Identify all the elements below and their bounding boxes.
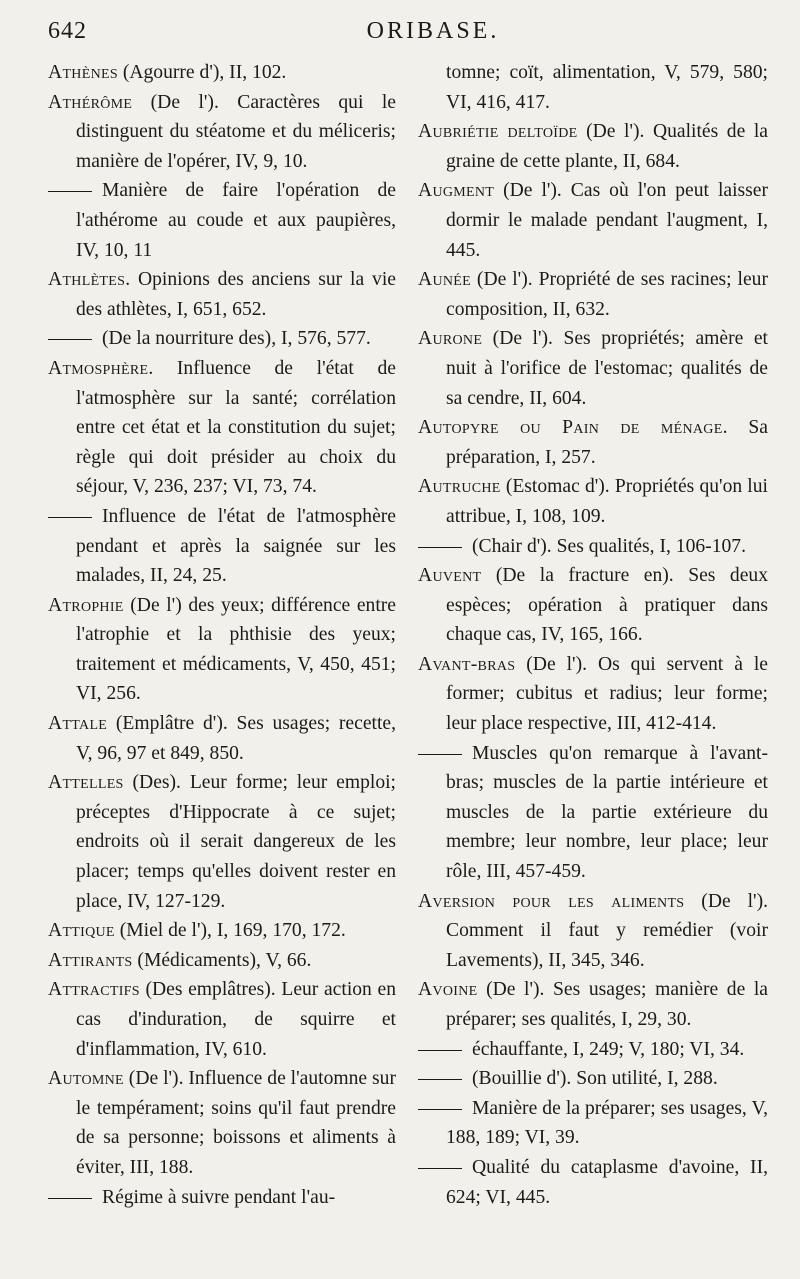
entry-text: (De l'). Cas où l'on peut laisser dormir le malade pendant l'augment, I, 445. xyxy=(446,180,768,261)
headword: Attirants xyxy=(48,949,133,971)
entry-text: (Estomac d'). Propriétés qu'on lui attribue, I, 108, 109. xyxy=(446,476,768,527)
index-entry xyxy=(418,561,768,650)
entry-text: Manière de faire l'opération de l'athérome au coude et aux paupières, IV, 10, 11 xyxy=(76,180,396,261)
entry-text: (De l'). Influence de l'automne sur le tempérament; soins qu'il faut prendre de sa personne; boissons et aliments à éviter, III, 188. xyxy=(76,1068,396,1178)
entry-text: Régime à suivre pendant l'au- xyxy=(102,1186,336,1208)
entry-text: (Médicaments), V, 66. xyxy=(132,949,312,971)
index-entry xyxy=(418,650,768,739)
headword: Automne xyxy=(48,1068,124,1090)
index-subentry xyxy=(418,1035,768,1065)
entry-text: . Sa préparation, I, 257. xyxy=(446,417,768,468)
entry-text: (De l'). Propriété de ses racines; leur composition, II, 632. xyxy=(446,269,768,320)
entry-text: (Des emplâtres). Leur action en cas d'induration, de squirre et d'inflammation, IV, 610. xyxy=(76,979,396,1060)
index-subentry xyxy=(418,1094,768,1153)
entry-text: Influence de l'état de l'atmosphère pendant et après la saignée sur les malades, II, 24, 25. xyxy=(76,505,396,587)
index-entry xyxy=(418,324,768,413)
entry-text: Muscles qu'on remarque à l'avant-bras; muscles de la partie intérieure et muscles de la partie extérieure du membre; leur nombre, leur place; leur rôle, III, 457-459. xyxy=(446,742,768,883)
entry-text: (Des). Leur forme; leur emploi; préceptes d'Hippocrate à ce sujet; endroits où il serait dangereux de les placer; temps qu'elles doivent rester en place, IV, 127-129. xyxy=(76,772,396,912)
entry-text: (Bouillie d'). Son utilité, I, 288. xyxy=(472,1068,718,1090)
index-entry xyxy=(48,591,396,709)
index-entry xyxy=(418,975,768,1034)
entry-text: Qualité du cataplasme d'avoine, II, 624; VI, 445. xyxy=(446,1156,768,1208)
repeat-dash xyxy=(418,1079,462,1080)
repeat-dash xyxy=(48,191,92,192)
headword: Aversion pour les aliments xyxy=(418,890,685,912)
headword: Athènes xyxy=(48,62,118,83)
index-entry xyxy=(48,768,396,916)
entry-text: . Opinions des anciens sur la vie des athlètes, I, 651, 652. xyxy=(76,269,396,320)
index-entry xyxy=(48,1064,396,1182)
index-entry xyxy=(48,946,396,976)
entry-text: tomne; coït, alimentation, V, 579, 580; VI, 416, 417. xyxy=(446,62,768,113)
index-subentry xyxy=(418,1064,768,1094)
index-subentry xyxy=(418,739,768,887)
index-subentry xyxy=(48,176,396,265)
index-entry xyxy=(418,117,768,176)
index-entry xyxy=(48,975,396,1064)
page-number: 642 xyxy=(48,18,87,44)
repeat-dash xyxy=(48,517,92,518)
entry-text: (Agourre d'), II, 102. xyxy=(117,62,287,83)
entry-text: (De l'). Caractères qui le distinguent du stéatome et du méliceris; manière de l'opérer, IV, 9, 10. xyxy=(76,91,396,172)
repeat-dash xyxy=(418,754,462,755)
repeat-dash xyxy=(418,1050,462,1051)
index-subentry xyxy=(418,532,768,562)
repeat-dash xyxy=(48,1198,92,1199)
headword: Attale xyxy=(48,713,108,735)
repeat-dash xyxy=(418,547,462,548)
headword: Aurone xyxy=(418,328,483,350)
index-entry-continuation xyxy=(418,58,768,117)
headword: Aubriétie deltoïde xyxy=(418,121,578,143)
left-column xyxy=(48,58,396,1212)
index-subentry xyxy=(48,502,396,591)
running-title: ORIBASE. xyxy=(366,18,500,44)
index-entry xyxy=(418,472,768,531)
index-entry xyxy=(48,916,396,946)
headword: Avoine xyxy=(418,979,478,1001)
index-subentry xyxy=(48,324,396,354)
headword: Atmosphère xyxy=(48,357,149,379)
entry-text: (Chair d'). Ses qualités, I, 106-107. xyxy=(472,535,746,557)
headword: Augment xyxy=(418,180,495,202)
entry-text: échauffante, I, 249; V, 180; VI, 34. xyxy=(472,1038,745,1060)
entry-text: (De l') des yeux; différence entre l'atrophie et la phthisie des yeux; traitement et médicaments, V, 450, 451; VI, 256. xyxy=(76,594,396,705)
headword: Avant-bras xyxy=(418,653,516,675)
page-header xyxy=(48,18,762,50)
entry-text: (De l'). Os qui servent à le former; cubitus et radius; leur forme; leur place respective, III, 412-414. xyxy=(446,653,768,735)
headword: Attractifs xyxy=(48,979,140,1001)
headword: Autopyre ou Pain de ménage xyxy=(418,417,723,439)
repeat-dash xyxy=(48,339,92,340)
headword: Attelles xyxy=(48,772,124,794)
entry-text: (De l'). Ses propriétés; amère et nuit à l'orifice de l'estomac; qualités de sa cendre, II, 604. xyxy=(446,328,768,409)
entry-text: (De l'). Qualités de la graine de cette plante, II, 684. xyxy=(446,121,768,172)
entry-text: . Influence de l'état de l'atmosphère sur la santé; corrélation entre cet état et la constitution du sujet; règle qui doit présider au choix du séjour, V, 236, 237; VI, 73, 74. xyxy=(76,357,396,498)
repeat-dash xyxy=(418,1109,462,1110)
headword: Auvent xyxy=(418,565,482,587)
right-column xyxy=(418,58,768,1212)
index-entry xyxy=(48,58,396,88)
index-entry xyxy=(418,265,768,324)
headword: Atrophie xyxy=(48,594,124,616)
headword: Athlètes xyxy=(48,269,126,291)
index-entry xyxy=(48,88,396,177)
entry-text: Manière de la préparer; ses usages, V, 188, 189; VI, 39. xyxy=(446,1097,768,1149)
entry-text: (De l'). Ses usages; manière de la préparer; ses qualités, I, 29, 30. xyxy=(446,979,768,1030)
entry-text: (De la nourriture des), I, 576, 577. xyxy=(102,328,371,350)
headword: Attique xyxy=(48,920,115,942)
index-entry xyxy=(48,354,396,502)
headword: Athérôme xyxy=(48,91,133,113)
entry-text: (Emplâtre d'). Ses usages; recette, V, 96, 97 et 849, 850. xyxy=(76,713,396,764)
headword: Autruche xyxy=(418,476,501,498)
index-entry xyxy=(418,887,768,976)
index-entry xyxy=(48,265,396,324)
entry-text: (De l'). Comment il faut y remédier (voir Lavements), II, 345, 346. xyxy=(446,890,768,971)
index-entry xyxy=(418,413,768,472)
repeat-dash xyxy=(418,1168,462,1169)
index-subentry xyxy=(418,1153,768,1212)
entry-text: (Miel de l'), I, 169, 170, 172. xyxy=(114,920,346,942)
headword: Aunée xyxy=(418,269,471,291)
index-entry xyxy=(48,709,396,768)
index-entry xyxy=(418,176,768,265)
index-subentry xyxy=(48,1183,396,1213)
entry-text: (De la fracture en). Ses deux espèces; opération à pratiquer dans chaque cas, IV, 165, 166. xyxy=(446,565,768,646)
